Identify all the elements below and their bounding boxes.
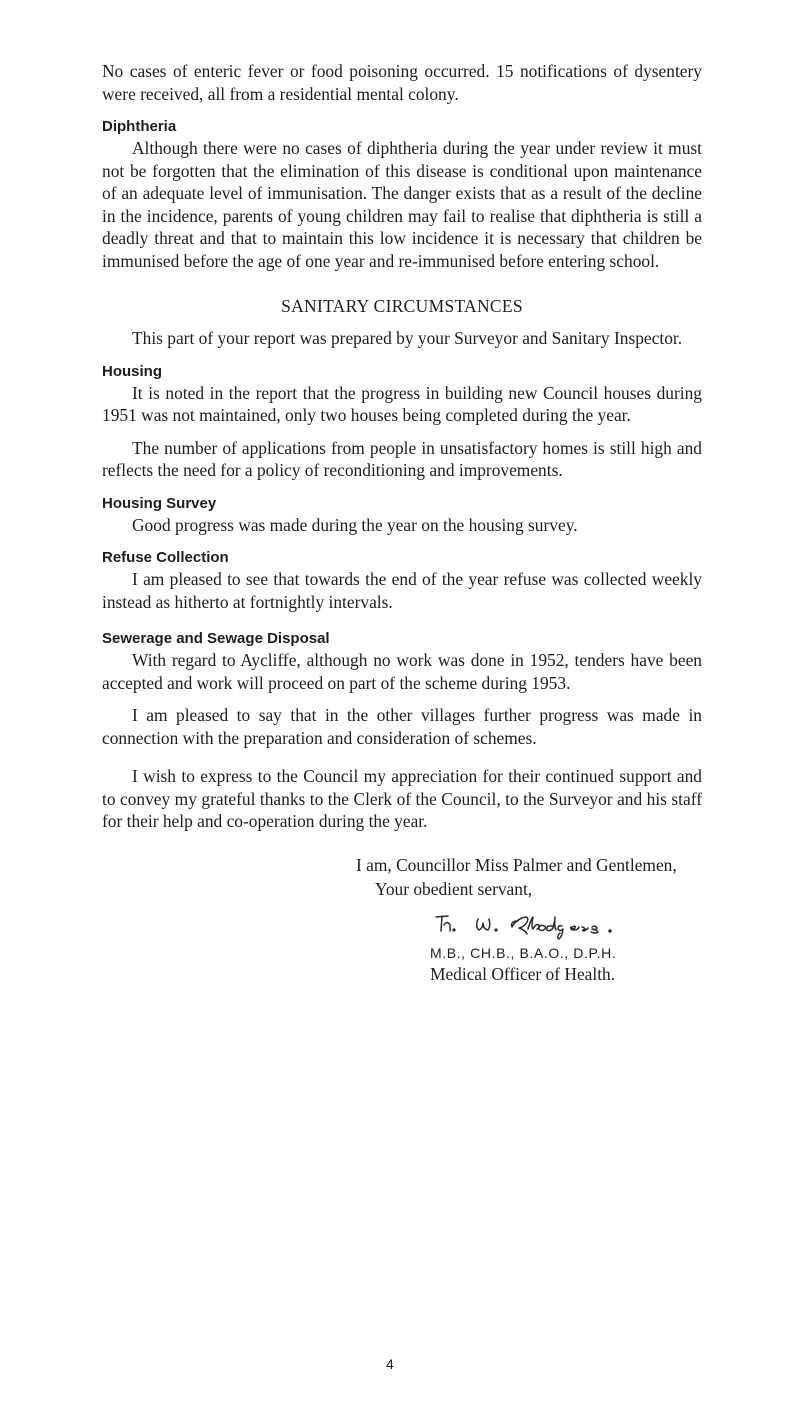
sewerage-paragraph-2: I am pleased to say that in the other villages further progress was made in connection with the preparation and consideration of schemes. — [102, 705, 702, 748]
housing-paragraph-2: The number of applications from people in unsatisfactory homes is still high and reflects the need for a policy of reconditioning and improvements. — [102, 437, 702, 480]
section-title-sanitary: SANITARY CIRCUMSTANCES — [281, 296, 523, 316]
handwritten-signature — [432, 909, 702, 943]
intro-paragraph: No cases of enteric fever or food poisoning occurred. 15 notifications of dysentery were received, all from a residential mental colony. — [102, 61, 702, 104]
refuse-heading: Refuse Collection — [102, 549, 229, 566]
housing-heading: Housing — [102, 362, 162, 380]
housing-paragraph-1: It is noted in the report that the progress in building new Council houses during 1951 was not maintained, only two houses being completed during the year. — [102, 382, 702, 425]
signature-icon — [432, 909, 682, 943]
housing-survey-paragraph: Good progress was made during the year on the housing survey. — [132, 514, 578, 535]
diphtheria-heading: Diphtheria — [102, 118, 177, 135]
diphtheria-paragraph: Although there were no cases of diphtheria during the year under review it must not be forgotten that the elimination of this disease is conditional upon maintenance of an adequate level of immunisation. The danger exists that as a result of the decline in the incidence, parents of young children may fail to realise that diphtheria is still a deadly threat and that to maintain this low incidence it is necessary that children be immunised before the age of one year and re-immunised before entering school. — [102, 138, 702, 271]
sewerage-paragraph-1: With regard to Aycliffe, although no work was done in 1952, tenders have been accepted and work will proceed on part of the scheme during 1953. — [102, 650, 702, 693]
refuse-paragraph: I am pleased to see that towards the end of the year refuse was collected weekly instead as hitherto at fortnightly intervals. — [102, 569, 702, 612]
closing-valediction: Your obedient servant, — [375, 878, 533, 899]
sanitary-paragraph: This part of your report was prepared by your Surveyor and Sanitary Inspector. — [132, 328, 683, 348]
closing-salutation: I am, Councillor Miss Palmer and Gentlemen, — [356, 854, 677, 875]
signatory-role: Medical Officer of Health. — [430, 963, 616, 984]
page-number: 4 — [386, 1356, 394, 1372]
signatory-credentials: M.B., CH.B., B.A.O., D.P.H. — [430, 944, 617, 961]
appreciation-paragraph: I wish to express to the Council my appreciation for their continued support and to convey my grateful thanks to the Clerk of the Council, to the Surveyor and his staff for their help and co-operation during the year. — [102, 766, 702, 831]
sewerage-heading: Sewerage and Sewage Disposal — [102, 630, 330, 647]
document-page — [102, 60, 702, 985]
housing-survey-heading: Housing Survey — [102, 494, 217, 512]
